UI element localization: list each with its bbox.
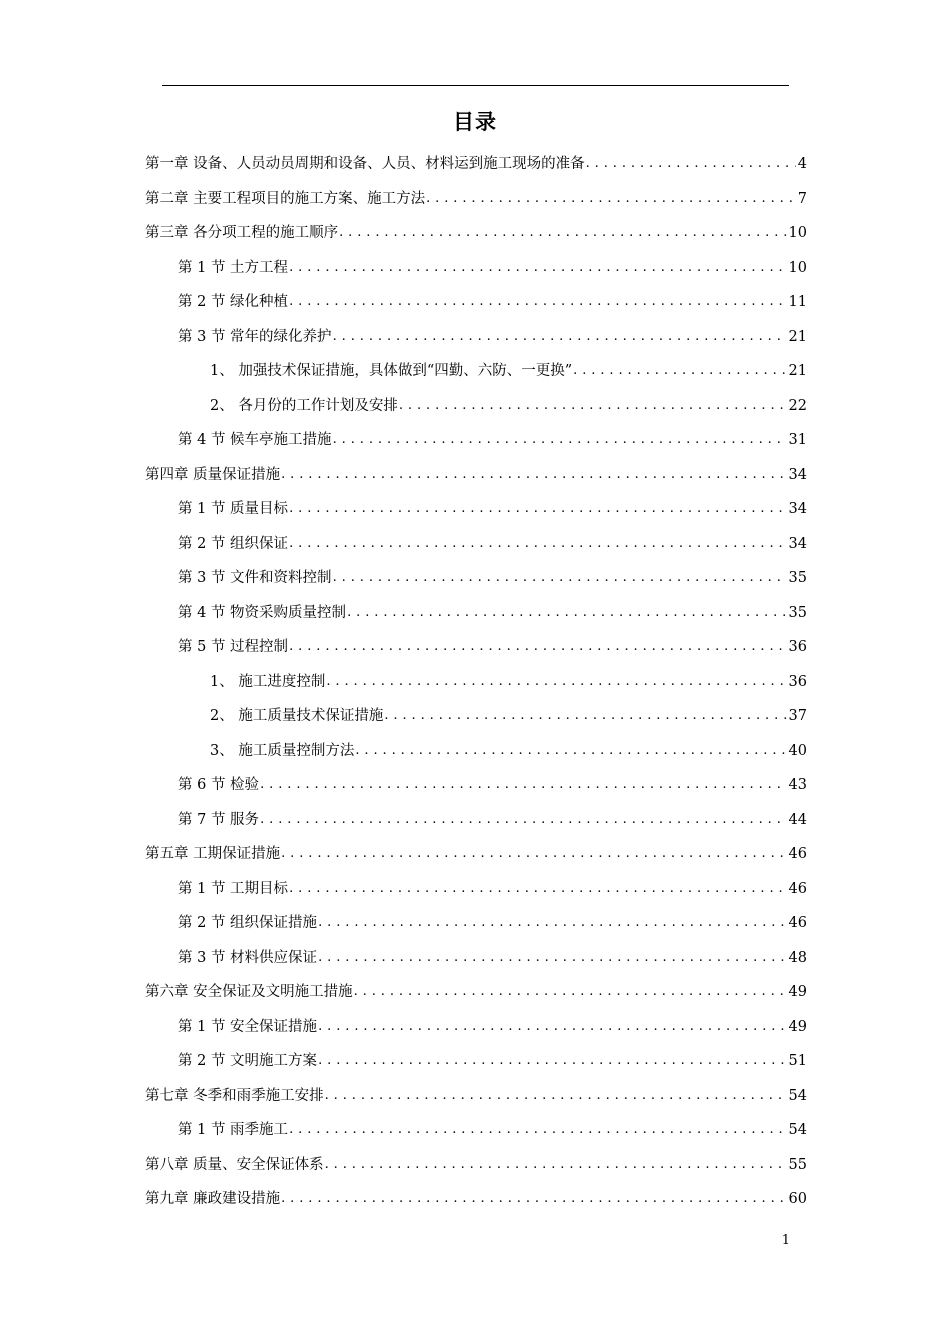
- toc-entry-page: 31: [788, 432, 807, 449]
- toc-dot-leader: [281, 465, 786, 485]
- toc-entry[interactable]: [145, 320, 807, 355]
- toc-entry-label: 第 2 节 组织保证: [178, 535, 289, 552]
- toc-entry-label: 第二章 主要工程项目的施工方案、施工方法: [145, 190, 426, 207]
- toc-entry-page: 55: [788, 1156, 807, 1173]
- toc-entry[interactable]: [145, 423, 807, 458]
- toc-entry[interactable]: [145, 354, 807, 389]
- toc-entry-page: 36: [788, 673, 807, 690]
- toc-dot-leader: [289, 637, 786, 657]
- toc-dot-leader: [355, 741, 786, 761]
- toc-dot-leader: [289, 534, 786, 554]
- page-number: 1: [781, 1233, 790, 1248]
- toc-entry[interactable]: [145, 1182, 807, 1217]
- toc-entry[interactable]: [145, 630, 807, 665]
- toc-entry-page: 36: [788, 639, 807, 656]
- toc-entry-label: 第 1 节 工期目标: [178, 880, 289, 897]
- toc-entry-page: 49: [788, 984, 807, 1001]
- toc-entry-page: 46: [788, 846, 807, 863]
- toc-dot-leader: [325, 1086, 787, 1106]
- toc-entry-page: 49: [788, 1018, 807, 1035]
- toc-dot-leader: [260, 810, 786, 830]
- toc-entry-label: 第六章 安全保证及文明施工措施: [145, 984, 353, 1001]
- toc-title: 目录: [453, 110, 497, 134]
- toc-entry-page: 21: [788, 363, 807, 380]
- header-rule: [162, 85, 789, 86]
- toc-dot-leader: [281, 1189, 786, 1209]
- toc-entry[interactable]: [145, 147, 807, 182]
- toc-entry-label: 第 7 节 服务: [178, 811, 260, 828]
- toc-entry-page: 11: [788, 294, 807, 311]
- toc-dot-leader: [289, 1120, 786, 1140]
- toc-dot-leader: [333, 568, 787, 588]
- toc-entry[interactable]: [145, 941, 807, 976]
- toc-dot-leader: [260, 775, 786, 795]
- toc-entry-page: 34: [788, 501, 807, 518]
- toc-entry-label: 第五章 工期保证措施: [145, 846, 281, 863]
- toc-entry-page: 10: [788, 259, 807, 276]
- toc-entry-page: 21: [788, 328, 807, 345]
- toc-entry[interactable]: [145, 699, 807, 734]
- toc-entry[interactable]: [145, 734, 807, 769]
- toc-entry-page: 7: [797, 190, 807, 207]
- toc-entry-label: 第一章 设备、人员动员周期和设备、人员、材料运到施工现场的准备: [145, 156, 585, 173]
- toc-entry-label: 1、 加强技术保证措施，具体做到“四勤、六防、一更换”: [210, 363, 573, 380]
- toc-entry-page: 35: [788, 604, 807, 621]
- toc-entry-page: 4: [797, 156, 807, 173]
- toc-entry[interactable]: [145, 872, 807, 907]
- toc-entry-page: 35: [788, 570, 807, 587]
- toc-entry-label: 第 2 节 文明施工方案: [178, 1053, 318, 1070]
- toc-entry-label: 3、 施工质量控制方法: [210, 742, 355, 759]
- toc-dot-leader: [281, 844, 786, 864]
- toc-entry-label: 1、 施工进度控制: [210, 673, 326, 690]
- toc-entry[interactable]: [145, 906, 807, 941]
- toc-dot-leader: [399, 396, 787, 416]
- toc-dot-leader: [426, 189, 796, 209]
- toc-entry-label: 第 1 节 雨季施工: [178, 1122, 289, 1139]
- toc-dot-leader: [325, 1155, 787, 1175]
- toc-entry-label: 第 3 节 材料供应保证: [178, 949, 318, 966]
- toc-dot-leader: [333, 430, 787, 450]
- toc-entry-label: 第 4 节 物资采购质量控制: [178, 604, 347, 621]
- toc-dot-leader: [318, 1017, 786, 1037]
- toc-entry-page: 46: [788, 880, 807, 897]
- toc-entry[interactable]: [145, 1044, 807, 1079]
- toc-entry[interactable]: [145, 561, 807, 596]
- toc-entry[interactable]: [145, 975, 807, 1010]
- toc-dot-leader: [586, 154, 796, 174]
- toc-entry[interactable]: [145, 837, 807, 872]
- toc-entry[interactable]: [145, 458, 807, 493]
- toc-entry-label: 第七章 冬季和雨季施工安排: [145, 1087, 324, 1104]
- toc-entry[interactable]: [145, 1010, 807, 1045]
- toc-entry-label: 第 2 节 绿化种植: [178, 294, 289, 311]
- toc-entry-page: 10: [788, 225, 807, 242]
- toc-entry-page: 44: [788, 811, 807, 828]
- toc-entry-label: 第四章 质量保证措施: [145, 466, 281, 483]
- toc-entry-page: 60: [788, 1191, 807, 1208]
- toc-entry-label: 第 3 节 文件和资料控制: [178, 570, 332, 587]
- toc-entry-page: 54: [788, 1087, 807, 1104]
- toc-entry-page: 51: [788, 1053, 807, 1070]
- toc-dot-leader: [318, 913, 786, 933]
- toc-entry-label: 第 4 节 候车亭施工措施: [178, 432, 332, 449]
- toc-entry-page: 34: [788, 466, 807, 483]
- toc-entry-label: 第八章 质量、安全保证体系: [145, 1156, 324, 1173]
- toc-dot-leader: [289, 499, 786, 519]
- toc-entry-page: 22: [788, 397, 807, 414]
- toc-dot-leader: [289, 292, 786, 312]
- toc-entry[interactable]: [145, 596, 807, 631]
- toc-entry[interactable]: [145, 1148, 807, 1183]
- toc-dot-leader: [339, 223, 786, 243]
- toc-entry[interactable]: [145, 216, 807, 251]
- toc-entry-label: 第 1 节 质量目标: [178, 501, 289, 518]
- toc-entry-page: 37: [788, 708, 807, 725]
- table-of-contents: [145, 147, 807, 1217]
- toc-entry[interactable]: [145, 389, 807, 424]
- toc-entry-label: 2、 各月份的工作计划及安排: [210, 397, 398, 414]
- toc-entry[interactable]: [145, 665, 807, 700]
- toc-entry-page: 34: [788, 535, 807, 552]
- toc-dot-leader: [354, 982, 787, 1002]
- toc-entry-label: 第 1 节 土方工程: [178, 259, 289, 276]
- toc-entry[interactable]: [145, 182, 807, 217]
- toc-entry-page: 48: [788, 949, 807, 966]
- toc-entry-label: 第 1 节 安全保证措施: [178, 1018, 318, 1035]
- toc-entry-label: 第 5 节 过程控制: [178, 639, 289, 656]
- toc-dot-leader: [318, 1051, 786, 1071]
- toc-dot-leader: [318, 948, 786, 968]
- toc-entry-label: 第九章 廉政建设措施: [145, 1191, 281, 1208]
- toc-entry[interactable]: [145, 803, 807, 838]
- toc-entry-label: 2、 施工质量技术保证措施: [210, 708, 384, 725]
- toc-entry-label: 第 2 节 组织保证措施: [178, 915, 318, 932]
- toc-dot-leader: [333, 327, 787, 347]
- toc-entry[interactable]: [145, 1113, 807, 1148]
- toc-dot-leader: [573, 361, 786, 381]
- toc-entry[interactable]: [145, 251, 807, 286]
- toc-entry-label: 第三章 各分项工程的施工顺序: [145, 225, 339, 242]
- toc-dot-leader: [384, 706, 786, 726]
- toc-entry-page: 54: [788, 1122, 807, 1139]
- toc-entry-page: 46: [788, 915, 807, 932]
- toc-entry[interactable]: [145, 492, 807, 527]
- toc-entry[interactable]: [145, 285, 807, 320]
- toc-dot-leader: [326, 672, 786, 692]
- toc-entry-page: 43: [788, 777, 807, 794]
- toc-dot-leader: [289, 879, 786, 899]
- toc-entry-label: 第 3 节 常年的绿化养护: [178, 328, 332, 345]
- toc-entry[interactable]: [145, 527, 807, 562]
- toc-dot-leader: [347, 603, 786, 623]
- toc-entry[interactable]: [145, 768, 807, 803]
- toc-entry-label: 第 6 节 检验: [178, 777, 260, 794]
- toc-entry-page: 40: [788, 742, 807, 759]
- toc-entry[interactable]: [145, 1079, 807, 1114]
- toc-dot-leader: [289, 258, 786, 278]
